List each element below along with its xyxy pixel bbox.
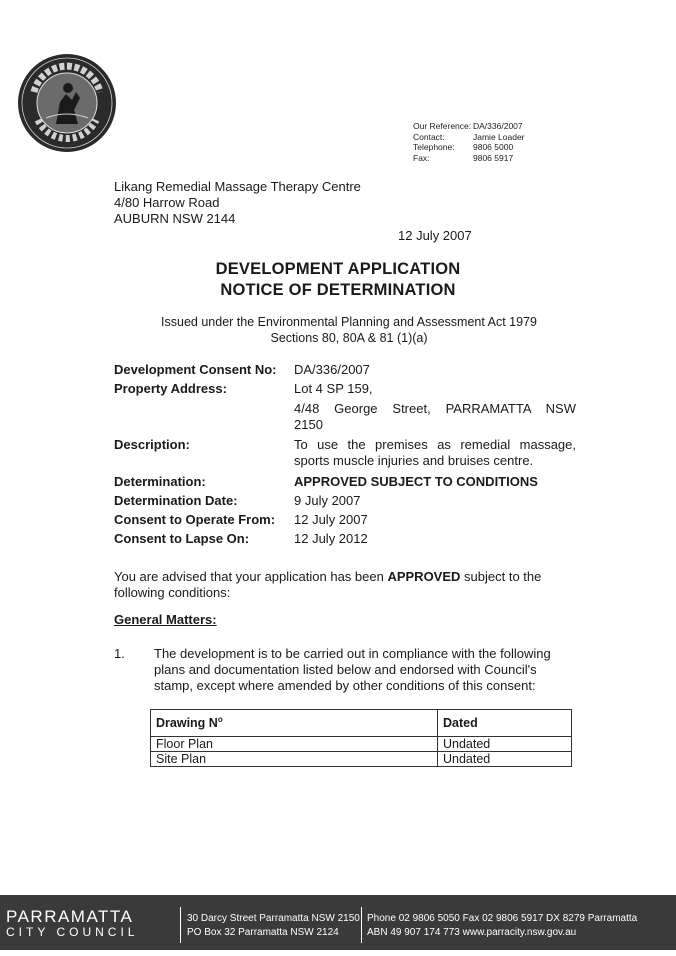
property-address-value: [294, 381, 576, 433]
description-label: Description:: [114, 437, 190, 452]
document-title: [0, 259, 676, 301]
issued-under-text: [0, 315, 676, 346]
drawing-cell: Site Plan: [151, 752, 438, 767]
advice-approved: APPROVED: [387, 569, 461, 584]
table-header-row: [151, 710, 572, 737]
table-row: [151, 737, 572, 752]
issued-line-1: Issued under the Environmental Planning and Assessment Act 1979: [161, 315, 537, 329]
address-line-1: Lot 4 SP 159,: [294, 381, 373, 396]
property-address-label: Property Address:: [114, 381, 227, 396]
approval-advice: [114, 569, 576, 601]
footer-address-line-1: 30 Darcy Street Parramatta NSW 2150: [187, 913, 360, 924]
determination-value: APPROVED SUBJECT TO CONDITIONS: [294, 474, 538, 489]
council-seal-logo: [16, 52, 118, 154]
telephone-key: Telephone:: [413, 142, 455, 152]
determination-date-value: 9 July 2007: [294, 493, 361, 508]
reference-block: [413, 121, 525, 163]
footer-banner: [0, 895, 676, 950]
footer-contact: [367, 912, 637, 940]
contact-row: [413, 132, 525, 143]
footer-contact-line-2: ABN 49 907 174 773 www.parracity.nsw.gov.au: [367, 927, 577, 938]
consent-operate-value: 12 July 2007: [294, 512, 368, 527]
footer-logo-line-2: CITY COUNCIL: [6, 925, 139, 939]
consent-lapse-value: 12 July 2012: [294, 531, 368, 546]
recipient-name: Likang Remedial Massage Therapy Centre: [114, 179, 361, 194]
dated-column-header: Dated: [438, 710, 572, 737]
drawing-header-text: Drawing N: [156, 716, 218, 731]
reference-key: Our Reference:: [413, 121, 472, 131]
footer-divider: [361, 907, 362, 943]
table-row: [151, 752, 572, 767]
footer-contact-line-1: Phone 02 9806 5050 Fax 02 9806 5917 DX 8279 Parramatta: [367, 913, 638, 924]
drawing-cell: Floor Plan: [151, 737, 438, 752]
determination-date-label: Determination Date:: [114, 493, 238, 508]
address-line-2: 4/48 George Street, PARRAMATTA NSW: [294, 401, 576, 416]
recipient-street: 4/80 Harrow Road: [114, 195, 220, 210]
footer-logo: [6, 908, 138, 940]
determination-date-row: [114, 493, 576, 508]
reference-row: [413, 121, 525, 132]
telephone-row: [413, 142, 525, 153]
telephone-value: 9806 5000: [473, 142, 514, 152]
fax-value: 9806 5917: [473, 152, 514, 163]
description-line-1: To use the premises as remedial massage,: [294, 437, 576, 452]
determination-label: Determination:: [114, 474, 206, 489]
issued-line-2: Sections 80, 80A & 81 (1)(a): [270, 330, 428, 345]
fax-key: Fax:: [413, 152, 430, 163]
contact-value: Jamie Loader: [473, 131, 525, 142]
condition-number: 1.: [114, 646, 125, 661]
condition-text: [154, 646, 579, 694]
general-matters-colon: :: [212, 612, 217, 627]
footer-logo-line-1: PARRAMATTA: [6, 907, 134, 926]
consent-lapse-row: [114, 531, 576, 546]
fax-row: [413, 153, 525, 164]
advice-text-end: subject to the following conditions:: [114, 569, 542, 600]
consent-number-label: Development Consent No:: [114, 362, 277, 377]
condition-line-3: stamp, except where amended by other conditions of this consent:: [154, 678, 536, 693]
consent-operate-row: [114, 512, 576, 527]
footer-address: [187, 912, 360, 940]
determination-row: [114, 474, 576, 489]
title-line-2: NOTICE OF DETERMINATION: [220, 281, 456, 299]
description-value: [294, 437, 576, 469]
dated-cell: Undated: [438, 752, 572, 767]
letter-date: 12 July 2007: [398, 228, 472, 243]
condition-line-2: plans and documentation listed below and endorsed with Council's: [154, 662, 537, 677]
property-address-row: [114, 381, 576, 433]
consent-lapse-label: Consent to Lapse On:: [114, 531, 250, 546]
description-line-2: sports muscle injuries and bruises centre.: [294, 453, 534, 468]
reference-value: DA/336/2007: [473, 121, 523, 131]
general-matters-text: General Matters: [114, 612, 213, 627]
recipient-address: [114, 179, 361, 227]
footer-divider: [180, 907, 181, 943]
address-line-3: 2150: [294, 417, 323, 432]
drawing-header-superscript: o: [217, 715, 223, 725]
description-row: [114, 437, 576, 469]
dated-cell: Undated: [438, 737, 572, 752]
consent-number-value: DA/336/2007: [294, 362, 370, 377]
advice-text-start: You are advised that your application has been: [114, 569, 388, 584]
general-matters-heading: [114, 612, 217, 627]
consent-operate-label: Consent to Operate From:: [114, 512, 276, 527]
title-line-1: DEVELOPMENT APPLICATION: [215, 260, 461, 278]
contact-key: Contact:: [413, 131, 445, 142]
condition-line-1: The development is to be carried out in compliance with the following: [154, 646, 551, 661]
consent-details: [114, 362, 576, 550]
recipient-suburb: AUBURN NSW 2144: [114, 211, 236, 226]
drawings-table: [150, 709, 572, 767]
consent-number-row: [114, 362, 576, 377]
drawing-column-header: [151, 710, 438, 737]
footer-address-line-2: PO Box 32 Parramatta NSW 2124: [187, 927, 339, 938]
